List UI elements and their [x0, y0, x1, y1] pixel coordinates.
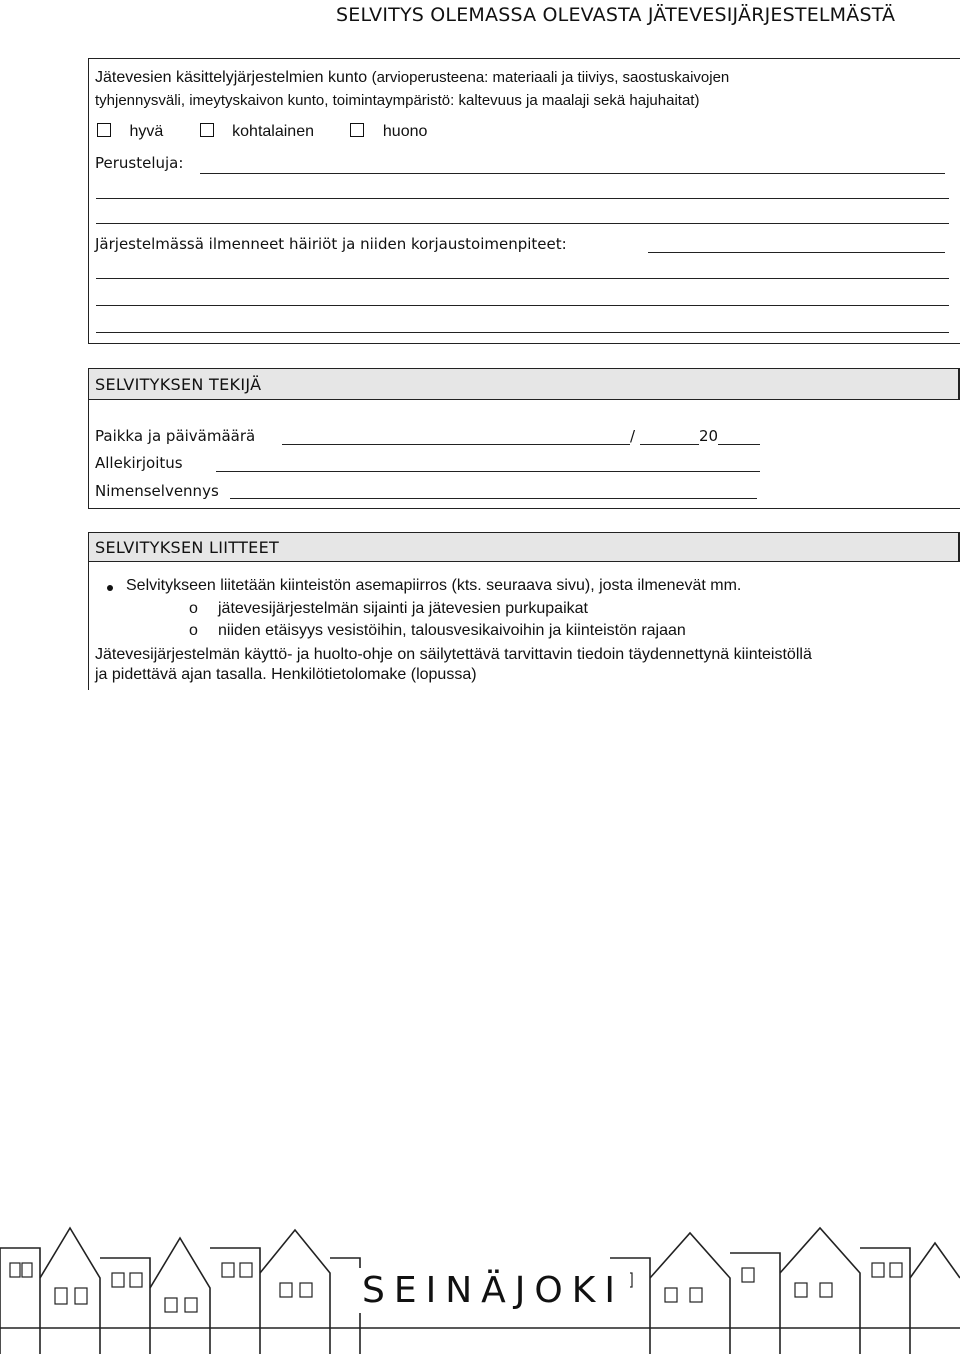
- document-title: SELVITYS OLEMASSA OLEVASTA JÄTEVESIJÄRJESTELMÄSTÄ: [336, 4, 896, 26]
- faults-line[interactable]: [96, 278, 949, 279]
- option-good-label: hyvä: [129, 123, 164, 140]
- condition-options: [97, 123, 427, 141]
- sub-item: niiden etäisyys vesistöihin, talousvesikaivoihin ja kiinteistön rajaan: [218, 622, 686, 639]
- faults-line[interactable]: [96, 332, 949, 333]
- justification-line[interactable]: [96, 223, 949, 224]
- maintenance-note: Jätevesijärjestelmän käyttö- ja huolto-ohje on säilytettävä tarvittavin tiedoin täydennettynä kiinteistöllä: [95, 646, 812, 663]
- justification-line[interactable]: [200, 173, 945, 174]
- name-label: Nimenselvennys: [95, 482, 219, 500]
- option-poor-label: huono: [382, 123, 428, 140]
- faults-line[interactable]: [648, 252, 945, 253]
- justification-line[interactable]: [96, 198, 949, 199]
- signature-line[interactable]: [216, 471, 760, 472]
- faults-line[interactable]: [96, 305, 949, 306]
- condition-heading-note: tyhjennysväli, imeytyskaivon kunto, toimintaympäristö: kaltevuus ja maalaji sekä hajuhaitat): [95, 92, 700, 109]
- sub-marker: o: [189, 600, 198, 617]
- attachment-bullet-text: Selvitykseen liitetään kiinteistön asemapiirros (kts. seuraava sivu), josta ilmenevät mm.: [126, 577, 742, 594]
- sub-item: jätevesijärjestelmän sijainti ja jätevesien purkupaikat: [218, 600, 588, 617]
- name-line[interactable]: [230, 498, 757, 499]
- year-prefix: 20: [699, 427, 719, 445]
- maintenance-note: ja pidettävä ajan tasalla. Henkilötietolomake (lopussa): [95, 666, 477, 683]
- condition-heading: Jätevesien käsittelyjärjestelmien kunto (arvioperusteena: materiaali ja tiiviys, saostuskaivojen: [95, 69, 730, 86]
- seinajoki-logo: SEINÄJOKI: [356, 1268, 630, 1313]
- checkbox-good[interactable]: [97, 123, 111, 137]
- author-header-text: SELVITYKSEN TEKIJÄ: [95, 375, 262, 394]
- checkbox-fair[interactable]: [200, 123, 214, 137]
- option-fair-label: kohtalainen: [232, 123, 314, 140]
- sub-marker: o: [189, 622, 198, 639]
- justification-label: Perusteluja:: [95, 154, 184, 172]
- place-date-label: Paikka ja päivämäärä: [95, 427, 256, 445]
- signature-label: Allekirjoitus: [95, 454, 183, 472]
- bullet-icon: [107, 585, 113, 591]
- author-header: [88, 368, 960, 400]
- date-slash: /: [630, 427, 636, 445]
- attachments-header-text: SELVITYKSEN LIITTEET: [95, 538, 280, 557]
- attachments-header: [88, 532, 960, 562]
- faults-label: Järjestelmässä ilmenneet häiriöt ja niiden korjaustoimenpiteet:: [95, 235, 567, 253]
- checkbox-poor[interactable]: [350, 123, 364, 137]
- place-date-line[interactable]: [282, 444, 630, 445]
